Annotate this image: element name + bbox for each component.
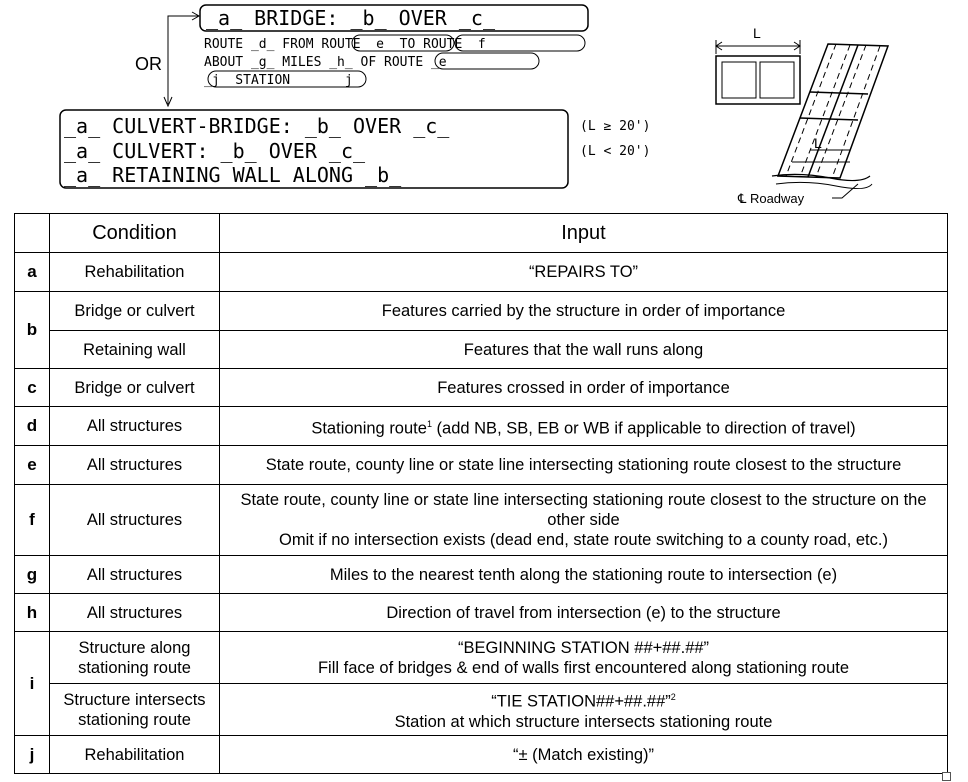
row-condition: All structures xyxy=(50,407,220,446)
row-input: Features that the wall runs along xyxy=(220,331,948,369)
table-header-row xyxy=(15,214,948,253)
row-input: “REPAIRS TO” xyxy=(220,253,948,292)
row-input: “± (Match existing)” xyxy=(220,736,948,774)
row-condition: All structures xyxy=(50,446,220,485)
row-key: b xyxy=(15,292,50,369)
row-input xyxy=(220,407,948,446)
station-line: _j_ STATION ____ _j_ xyxy=(204,73,361,88)
table-row xyxy=(15,736,948,774)
row-key: e xyxy=(15,446,50,485)
row-input xyxy=(220,632,948,684)
row-key: h xyxy=(15,594,50,632)
footnote-marker: 1 xyxy=(426,418,432,429)
culvert-wall-sign-template xyxy=(60,110,650,188)
table-row xyxy=(15,407,948,446)
input-line: Station at which structure intersects stationing route xyxy=(394,712,773,731)
table-row xyxy=(15,594,948,632)
row-input: Direction of travel from intersection (e) to the structure xyxy=(220,594,948,632)
table-row xyxy=(15,556,948,594)
resize-handle[interactable] xyxy=(942,772,951,781)
input-line: “BEGINNING STATION ##+##.##” xyxy=(457,638,710,657)
input-line: State route, county line or state line intersecting stationing route closest to the structure on the other side xyxy=(240,491,927,529)
input-line: Fill face of bridges & end of walls first encountered along stationing route xyxy=(317,658,850,677)
row-input: Features carried by the structure in order of importance xyxy=(220,292,948,331)
culvert-length-label: L xyxy=(753,25,761,41)
table-row xyxy=(15,369,948,407)
table-row xyxy=(15,292,948,331)
header-key xyxy=(15,214,50,253)
culvert-bridge-note: (L ≥ 20') xyxy=(580,119,651,134)
culvert-note: (L < 20') xyxy=(580,144,651,159)
route-line: ROUTE _d_ FROM ROUTE _e_ TO ROUTE _f_ xyxy=(204,37,494,52)
bridge-line: _a_ BRIDGE: _b_ OVER _c_ xyxy=(206,6,495,30)
culvert-sketch xyxy=(716,40,888,198)
header-input: Input xyxy=(220,214,948,253)
about-line: ABOUT _g_ MILES _h_ OF ROUTE _e_ xyxy=(204,55,455,70)
table-row xyxy=(15,253,948,292)
footnote-marker: 2 xyxy=(670,692,676,703)
row-key: g xyxy=(15,556,50,594)
row-key: i xyxy=(15,632,50,736)
sign-input-table xyxy=(14,213,948,774)
input-line: Omit if no intersection exists (dead end, state route switching to a county road, etc.) xyxy=(279,531,888,549)
row-condition: Bridge or culvert xyxy=(50,369,220,407)
culvert-bridge-line: _a_ CULVERT-BRIDGE: _b_ OVER _c_ xyxy=(64,114,450,138)
table-row xyxy=(15,446,948,485)
table-row xyxy=(15,684,948,736)
row-key: a xyxy=(15,253,50,292)
roadway-centerline-label: ℄ Roadway xyxy=(738,191,805,206)
row-input xyxy=(220,485,948,556)
bridge-sign-template xyxy=(200,5,588,88)
wall-line: _a_ RETAINING WALL ALONG _b_ xyxy=(64,163,402,187)
table-row xyxy=(15,485,948,556)
row-condition: Bridge or culvert xyxy=(50,292,220,331)
sign-template-diagram xyxy=(0,0,968,212)
row-key: c xyxy=(15,369,50,407)
row-condition: All structures xyxy=(50,556,220,594)
row-key: d xyxy=(15,407,50,446)
or-label: OR xyxy=(135,54,162,74)
row-input: Miles to the nearest tenth along the stationing route to intersection (e) xyxy=(220,556,948,594)
row-condition: Structure intersects stationing route xyxy=(50,684,220,736)
row-input: Features crossed in order of importance xyxy=(220,369,948,407)
row-condition: Retaining wall xyxy=(50,331,220,369)
table-row xyxy=(15,331,948,369)
row-condition: Structure along stationing route xyxy=(50,632,220,684)
row-key: f xyxy=(15,485,50,556)
culvert-length-label-plan: L xyxy=(814,135,822,151)
culvert-line: _a_ CULVERT: _b_ OVER _c_ xyxy=(64,139,366,163)
row-condition: Rehabilitation xyxy=(50,736,220,774)
row-condition: Rehabilitation xyxy=(50,253,220,292)
row-input: State route, county line or state line intersecting stationing route closest to the structure xyxy=(220,446,948,485)
row-input xyxy=(220,684,948,736)
row-key: j xyxy=(15,736,50,774)
row-condition: All structures xyxy=(50,594,220,632)
table-row xyxy=(15,632,948,684)
input-text: “TIE STATION##+##.##” xyxy=(491,692,671,711)
or-connector xyxy=(130,12,199,106)
input-text: Stationing route xyxy=(311,419,427,438)
header-condition: Condition xyxy=(50,214,220,253)
input-text: (add NB, SB, EB or WB if applicable to direction of travel) xyxy=(431,419,856,438)
row-condition: All structures xyxy=(50,485,220,556)
input-line xyxy=(224,687,943,712)
